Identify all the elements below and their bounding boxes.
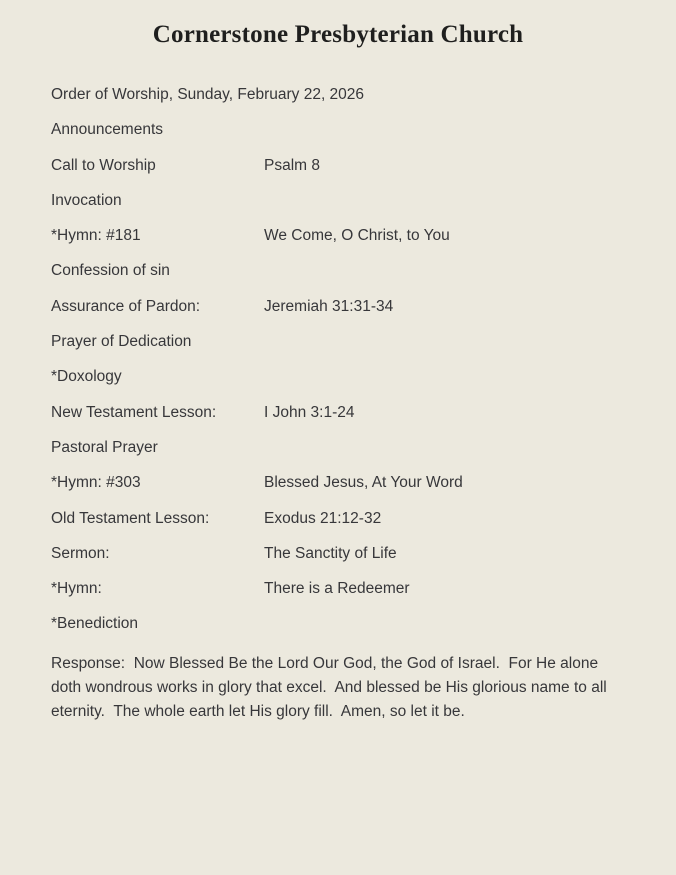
order-item-row [51, 122, 625, 138]
order-item-value [264, 193, 625, 209]
order-item-row [51, 475, 625, 491]
order-item-value [264, 122, 625, 138]
order-item-value: The Sanctity of Life [264, 544, 397, 562]
order-item-row [51, 263, 625, 279]
order-item-label: Prayer of Dedication [51, 333, 192, 351]
order-item-row [51, 158, 625, 174]
order-item-row [51, 334, 625, 350]
order-item-value: Jeremiah 31:31-34 [264, 297, 394, 315]
order-item-label: Call to Worship [51, 156, 156, 174]
response-paragraph: Response: Now Blessed Be the Lord Our God, the God of Israel. For He alone doth wondrous works in glory that excel. And blessed be His glorious name to all eternity. The whole earth let His glory fill. Amen, so let it be. [51, 654, 612, 721]
order-item-row [51, 228, 625, 244]
order-item-label: Sermon: [51, 544, 110, 562]
order-item-value: Exodus 21:12-32 [264, 509, 382, 527]
order-item-label: New Testament Lesson: [51, 403, 217, 421]
order-item-row [51, 369, 625, 385]
order-item-value: Psalm 8 [264, 156, 320, 174]
order-item-value [264, 369, 625, 385]
order-heading: Order of Worship, Sunday, February 22, 2026 [51, 86, 365, 103]
order-item-label: *Benediction [51, 615, 139, 633]
order-item-label: *Hymn: #181 [51, 227, 141, 245]
order-heading-row [51, 87, 625, 103]
page-title: Cornerstone Presbyterian Church [152, 21, 524, 48]
order-item-label: Old Testament Lesson: [51, 509, 210, 527]
order-item-label: Pastoral Prayer [51, 438, 158, 456]
order-item-value [264, 440, 625, 456]
order-of-worship-section [0, 49, 676, 724]
order-item-value [264, 334, 625, 350]
order-item-value [264, 616, 625, 632]
order-item-value: I John 3:1-24 [264, 403, 355, 421]
order-item-label: *Hymn: [51, 580, 102, 598]
order-item-row [51, 616, 625, 632]
order-item-label: *Doxology [51, 368, 122, 386]
order-item-label: Announcements [51, 121, 164, 139]
order-item-label: Invocation [51, 191, 122, 209]
order-item-value: Blessed Jesus, At Your Word [264, 474, 463, 492]
order-item-value: We Come, O Christ, to You [264, 227, 450, 245]
order-item-row [51, 299, 625, 315]
order-item-label: Confession of sin [51, 262, 170, 280]
order-item-row [51, 405, 625, 421]
order-item-row [51, 546, 625, 562]
order-item-row [51, 581, 625, 597]
order-item-label: Assurance of Pardon: [51, 297, 201, 315]
order-item-row [51, 440, 625, 456]
order-item-label: *Hymn: #303 [51, 474, 141, 492]
order-item-value [264, 263, 625, 279]
order-item-row [51, 193, 625, 209]
order-item-row [51, 511, 625, 527]
order-item-value: There is a Redeemer [264, 580, 410, 598]
